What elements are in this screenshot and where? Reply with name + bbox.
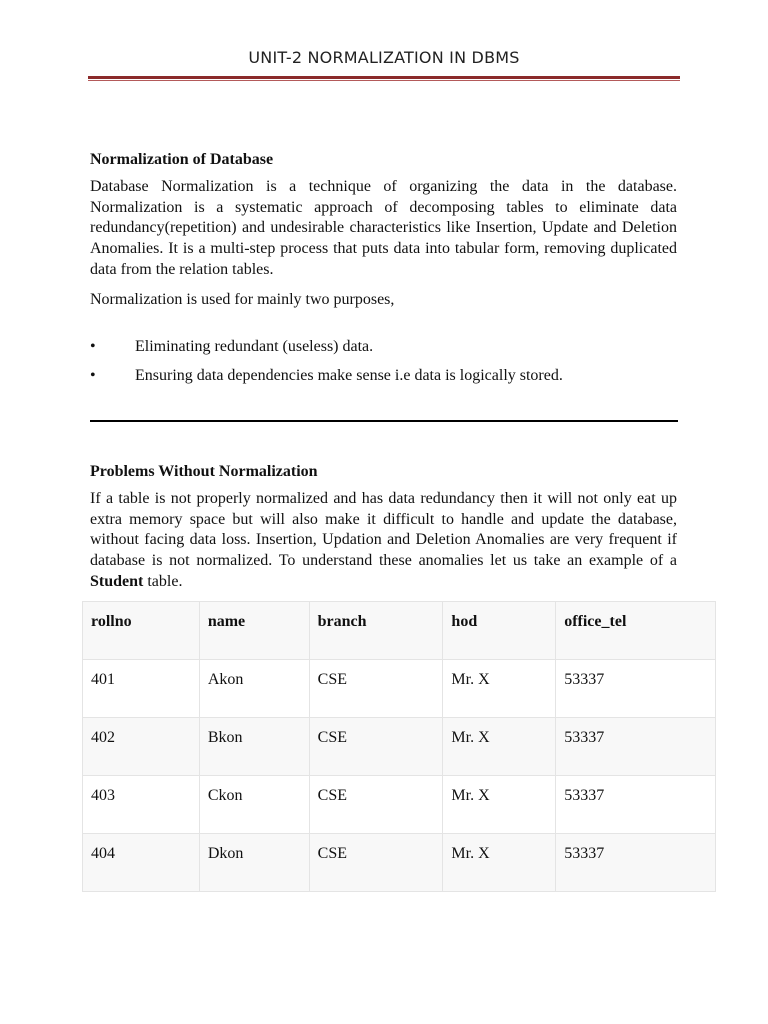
table-cell: 53337	[556, 718, 716, 776]
table-row	[83, 660, 716, 718]
page-header-title: UNIT-2 NORMALIZATION IN DBMS	[248, 48, 520, 67]
table-cell: Dkon	[199, 834, 309, 892]
table-cell: 53337	[556, 834, 716, 892]
table-cell: Mr. X	[443, 834, 556, 892]
list-item	[90, 337, 677, 358]
list-item-text: Ensuring data dependencies make sense i.e data is logically stored.	[135, 367, 563, 385]
table-cell: Mr. X	[443, 660, 556, 718]
table-cell: Akon	[199, 660, 309, 718]
column-header: hod	[443, 602, 556, 660]
bullet-icon: •	[90, 337, 96, 355]
bullet-icon: •	[90, 367, 96, 385]
column-header: rollno	[83, 602, 200, 660]
student-table	[82, 601, 716, 892]
section-problems	[90, 462, 677, 593]
purposes-list	[90, 337, 677, 388]
paragraph-text: If a table is not properly normalized and has data redundancy then it will not only eat up extra memory space but will also make it difficult to handle and update the database, without facing data loss. Insertion, Updation and Deletion Anomalies are very frequent if database is not normalized. To understand these anomalies let us take an example of a	[90, 489, 677, 570]
table-cell: Mr. X	[443, 718, 556, 776]
section-divider	[90, 420, 678, 422]
column-header: office_tel	[556, 602, 716, 660]
table-cell: 401	[83, 660, 200, 718]
paragraph-text-end: table.	[143, 572, 183, 590]
table-header-row	[83, 602, 716, 660]
table-cell: Bkon	[199, 718, 309, 776]
header-rule-thin	[88, 80, 680, 81]
list-item-text: Eliminating redundant (useless) data.	[135, 337, 374, 355]
section-heading: Normalization of Database	[90, 151, 274, 168]
table-cell: Ckon	[199, 776, 309, 834]
table-row	[83, 834, 716, 892]
header-rule	[88, 76, 680, 79]
column-header: branch	[309, 602, 443, 660]
table-cell: 403	[83, 776, 200, 834]
section-heading: Problems Without Normalization	[90, 463, 318, 480]
table-row	[83, 718, 716, 776]
table-cell: CSE	[309, 776, 443, 834]
table-cell: 404	[83, 834, 200, 892]
table-cell: CSE	[309, 834, 443, 892]
section-paragraph: Database Normalization is a technique of organizing the data in the database. Normalization is a systematic approach of decomposing tables to eliminate data redundancy(repetition) and undesirable characteristics like Insertion, Update and Deletion Anomalies. It is a multi-step process that puts data into tabular form, removing duplicated data from the relation tables.	[90, 177, 677, 278]
table-cell: Mr. X	[443, 776, 556, 834]
list-item	[90, 366, 677, 387]
section-paragraph	[90, 489, 677, 593]
table-row	[83, 776, 716, 834]
table-cell: 53337	[556, 776, 716, 834]
table-cell: CSE	[309, 660, 443, 718]
table-cell: 402	[83, 718, 200, 776]
table-cell: 53337	[556, 660, 716, 718]
section-normalization	[90, 150, 677, 387]
column-header: name	[199, 602, 309, 660]
table-cell: CSE	[309, 718, 443, 776]
purposes-intro: Normalization is used for mainly two purposes,	[90, 290, 395, 308]
student-term: Student	[90, 572, 144, 590]
